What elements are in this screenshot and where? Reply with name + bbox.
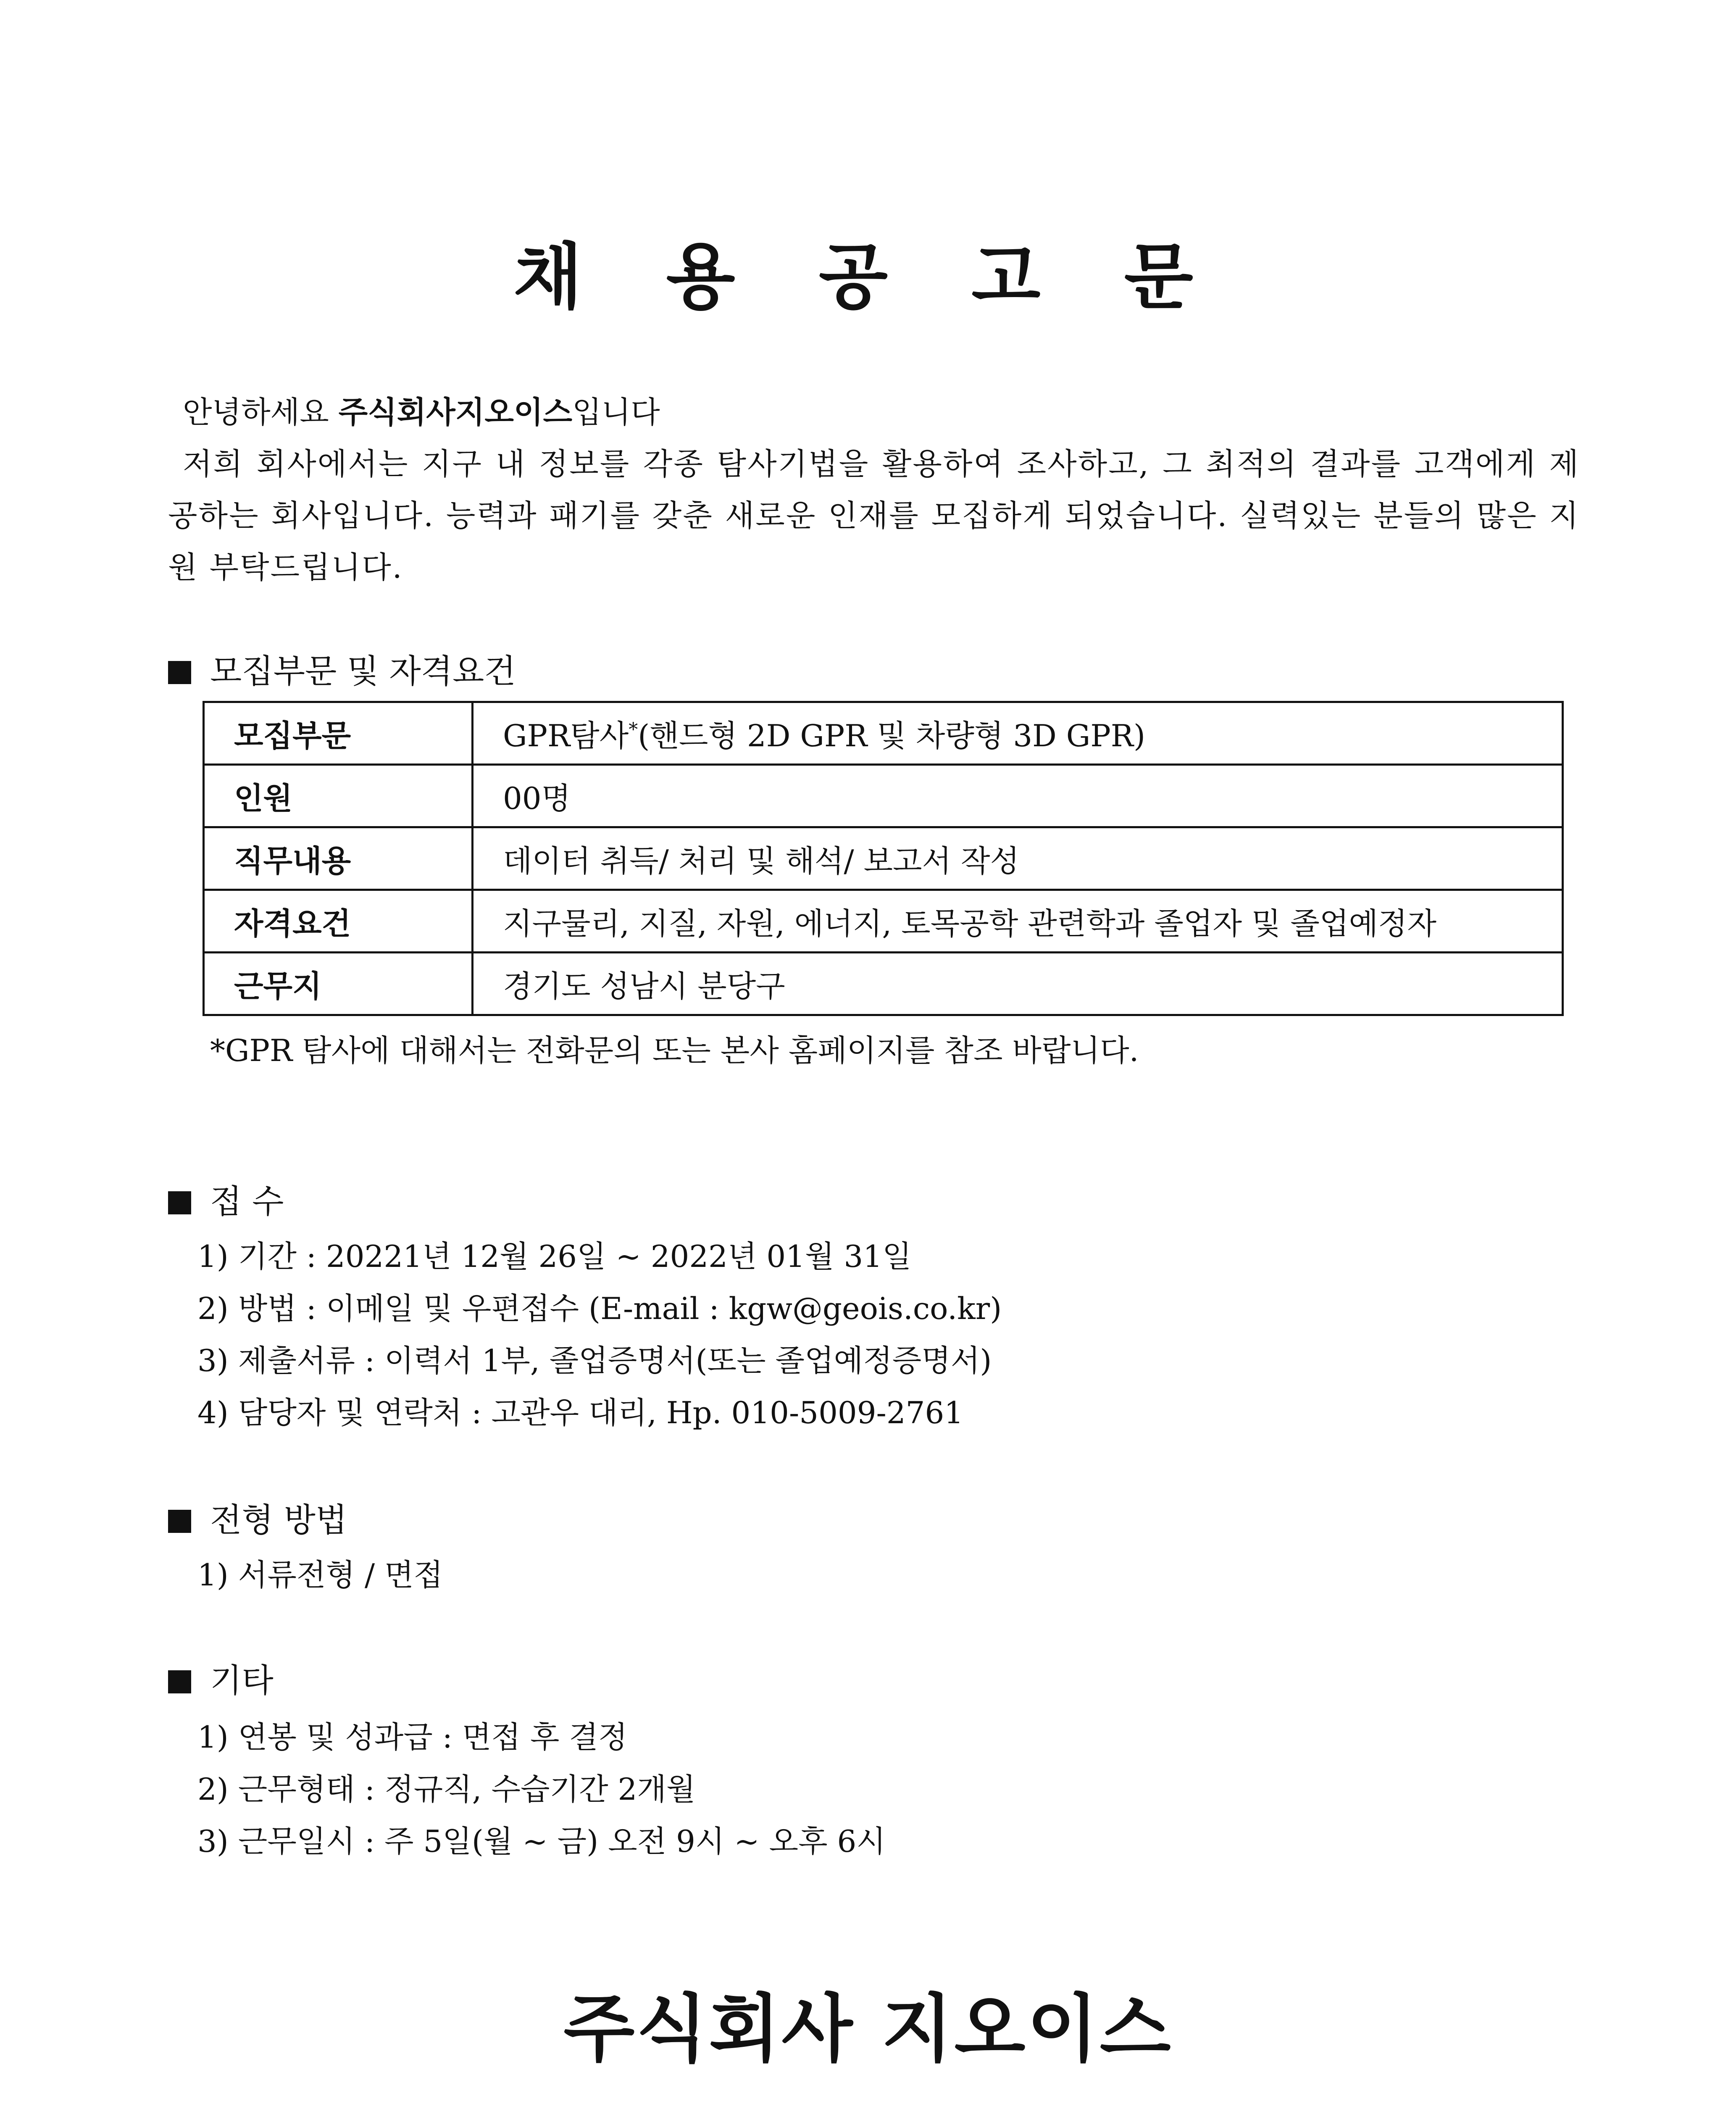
greeting-prefix: 안녕하세요 — [183, 395, 339, 430]
company-name: 주식회사 지오이스 — [563, 1987, 1173, 2072]
table-value: 00명 — [473, 765, 1563, 827]
table-value: 지구물리, 지질, 자원, 에너지, 토목공학 관련학과 졸업자 및 졸업예정자 — [473, 890, 1563, 953]
recruitment-heading — [168, 650, 516, 692]
greeting-suffix: 입니다 — [572, 395, 660, 430]
table-label: 근무지 — [204, 953, 473, 1015]
table-label: 모집부문 — [204, 702, 473, 765]
etc-heading — [168, 1660, 274, 1702]
list-item: 1) 서류전형 / 면접 — [197, 1557, 443, 1593]
table-row — [204, 765, 1563, 827]
footnote-marker: * — [629, 719, 638, 740]
table-value: 데이터 취득/ 처리 및 해석/ 보고서 작성 — [473, 827, 1563, 890]
table-row — [204, 827, 1563, 890]
table-label: 직무내용 — [204, 827, 473, 890]
list-item: 3) 근무일시 : 주 5일(월 ~ 금) 오전 9시 ~ 오후 6시 — [197, 1824, 886, 1859]
reception-heading — [168, 1181, 284, 1223]
table-value: 경기도 성남시 분당구 — [473, 953, 1563, 1015]
selection-heading — [168, 1499, 347, 1541]
list-item: 2) 근무형태 : 정규직, 수습기간 2개월 — [197, 1772, 696, 1807]
greeting-line — [168, 387, 1580, 438]
table-value-text: GPR탐사 — [503, 718, 629, 753]
etc-list — [197, 1711, 886, 1867]
table-value-text: (핸드형 2D GPR 및 차량형 3D GPR) — [638, 718, 1146, 753]
table-label: 자격요건 — [204, 890, 473, 953]
list-item: 4) 담당자 및 연락처 : 고관우 대리, Hp. 010-5009-2761 — [197, 1395, 964, 1430]
list-item: 2) 방법 : 이메일 및 우편접수 (E-mail : kgw@geois.co.kr) — [197, 1291, 1002, 1326]
intro-section — [168, 387, 1580, 593]
list-item: 1) 연봉 및 성과급 : 면접 후 결정 — [197, 1719, 628, 1755]
table-row — [204, 702, 1563, 765]
square-bullet-icon — [168, 1510, 191, 1533]
etc-heading-text: 기타 — [210, 1662, 274, 1700]
table-row — [204, 953, 1563, 1015]
recruitment-heading-text: 모집부문 및 자격요건 — [210, 653, 516, 690]
recruitment-table — [203, 701, 1564, 1016]
selection-list — [197, 1549, 443, 1601]
reception-heading-text: 접 수 — [210, 1183, 284, 1221]
square-bullet-icon — [168, 1191, 191, 1214]
square-bullet-icon — [168, 661, 191, 684]
square-bullet-icon — [168, 1670, 191, 1693]
footnote: *GPR 탐사에 대해서는 전화문의 또는 본사 홈페이지를 참조 바랍니다. — [210, 1033, 1139, 1068]
reception-list — [197, 1230, 1002, 1439]
selection-heading-text: 전형 방법 — [210, 1501, 347, 1539]
table-label: 인원 — [204, 765, 473, 827]
greeting-company-name: 주식회사지오이스 — [338, 395, 573, 430]
intro-paragraph: 저희 회사에서는 지구 내 정보를 각종 탐사기법을 활용하여 조사하고, 그 최적의 결과를 고객에게 제공하는 회사입니다. 능력과 패기를 갖춘 새로운 인재를 모집하게 되었습니다. 실력있는 분들의 많은 지원 부탁드립니다. — [168, 446, 1580, 585]
list-item: 3) 제출서류 : 이력서 1부, 졸업증명서(또는 졸업예정증명서) — [197, 1343, 992, 1378]
page-title: 채 용 공 고 문 — [513, 236, 1223, 319]
table-value — [473, 702, 1563, 765]
list-item: 1) 기간 : 20221년 12월 26일 ~ 2022년 01월 31일 — [197, 1239, 912, 1274]
table-row — [204, 890, 1563, 953]
